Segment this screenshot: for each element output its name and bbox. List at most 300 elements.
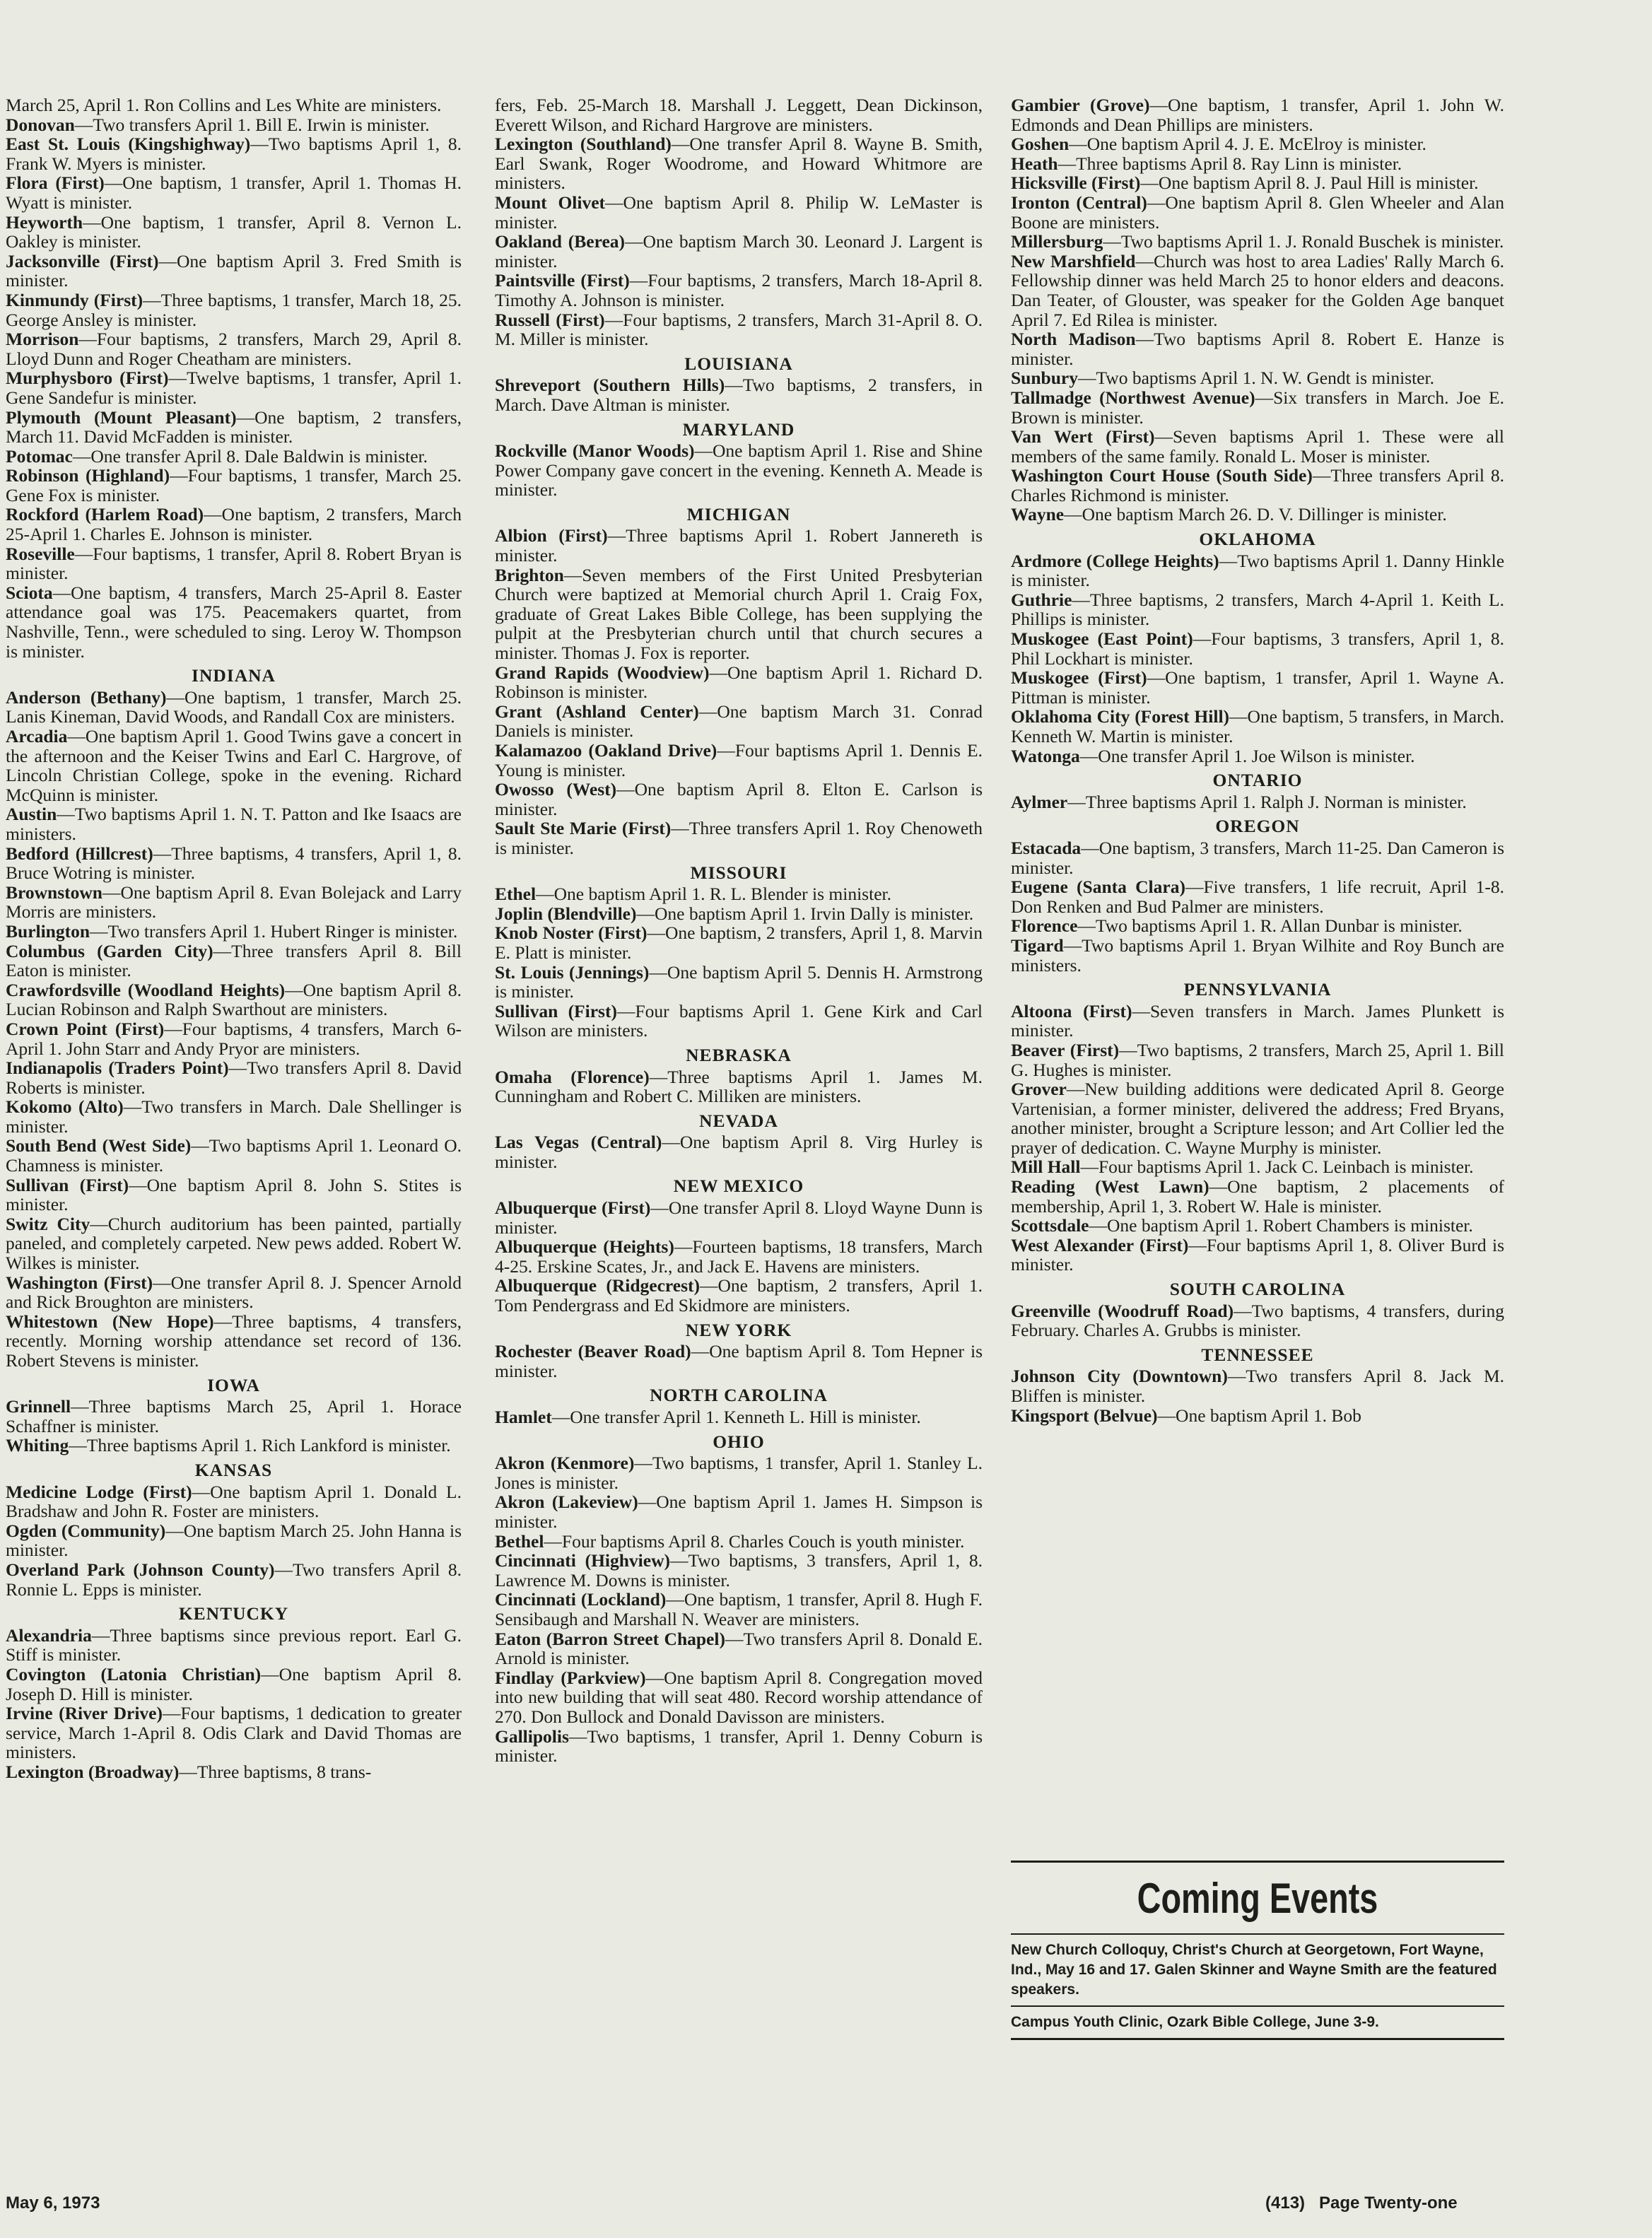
coming-events-box — [1011, 1861, 1504, 2040]
report-text: —One baptism April 1. Richard D. Robinson is minister. — [495, 662, 983, 703]
report-text: —Two baptisms, 2 transfers, March 25, April 1. Bill G. Hughes is minister. — [1011, 1039, 1504, 1080]
report-text: —One baptism April 1. Bob — [1157, 1405, 1361, 1426]
report-text: —Three baptisms, 4 transfers, recently. Morning worship attendance set record of 136. Robert Stevens is minister. — [6, 1311, 462, 1371]
church-name: Plymouth (Mount Pleasant) — [6, 406, 237, 428]
state-heading: OHIO — [713, 1431, 765, 1452]
church-report-entry — [495, 1002, 983, 1041]
church-name: Albuquerque (First) — [495, 1197, 651, 1219]
church-name: Akron (Kenmore) — [495, 1453, 635, 1474]
church-name: Grand Rapids (Woodview) — [495, 662, 710, 683]
church-report-entry — [1011, 232, 1504, 252]
report-text: —Four baptisms, 3 transfers, April 1, 8. Phil Lockhart is minister. — [1011, 628, 1505, 669]
state-heading: MARYLAND — [682, 418, 795, 440]
report-text: —Four baptisms, 2 transfers, March 18-April 8. Timothy A. Johnson is minister. — [495, 270, 983, 310]
church-name: Mill Hall — [1011, 1156, 1081, 1178]
report-text: —Six transfers in March. Joe E. Brown is minister. — [1011, 387, 1505, 428]
report-text: —Three baptisms, 8 trans- — [179, 1761, 372, 1782]
church-report-entry — [6, 1176, 462, 1214]
church-report-entry — [495, 232, 983, 271]
report-text: —Seven baptisms April 1. These were all members of the same family. Ronald L. Moser is minister. — [1011, 426, 1504, 467]
report-text: —One baptism April 8. John S. Stites is minister. — [6, 1174, 462, 1215]
church-name: Rochester (Beaver Road) — [495, 1341, 691, 1362]
church-report-entry — [6, 291, 462, 329]
report-text: —One baptism April 8. Philip W. LeMaster is minister. — [495, 192, 983, 233]
church-name: Muskogee (East Point) — [1011, 628, 1193, 650]
church-report-entry — [1011, 916, 1504, 936]
report-text: —Two baptisms April 8. Robert E. Hanze is minister. — [1011, 329, 1504, 369]
report-text: —Three baptisms April 8. Ray Linn is minister. — [1058, 153, 1402, 174]
church-name: Murphysboro (First) — [6, 368, 169, 389]
church-report-entry — [495, 310, 983, 349]
rule-bottom — [1011, 2038, 1504, 2040]
church-report-entry — [1011, 427, 1504, 466]
report-text: —Three baptisms April 1. Rich Lankford is minister. — [69, 1435, 451, 1456]
church-report-entry — [495, 819, 983, 857]
rule-mid — [1011, 1933, 1504, 1935]
report-text: —One baptism April 3. Fred Smith is minister. — [6, 250, 462, 291]
church-report-entry — [6, 844, 462, 883]
church-report-entry — [6, 688, 462, 727]
church-report-entry — [495, 1492, 983, 1531]
report-text: —Two baptisms April 1. Bryan Wilhite and Roy Bunch are ministers. — [1011, 935, 1504, 976]
report-text: —One baptism, 3 transfers, March 11-25. Dan Cameron is minister. — [1011, 837, 1504, 878]
report-text: —Two baptisms April 1, 8. Frank W. Myers is minister. — [6, 134, 462, 174]
report-text: —Two baptisms, 1 transfer, April 1. Denny Coburn is minister. — [495, 1726, 983, 1767]
church-report-entry — [1011, 1406, 1504, 1426]
church-name: Eaton (Barron Street Chapel) — [495, 1628, 725, 1649]
church-name: Eugene (Santa Clara) — [1011, 877, 1185, 898]
church-report-entry — [6, 1665, 462, 1704]
report-text: —Church auditorium has been painted, partially paneled, and completely carpeted. New pews added. Robert W. Wilkes is minister. — [6, 1213, 462, 1274]
church-report-entry — [6, 1214, 462, 1273]
church-report-entry — [495, 1668, 983, 1727]
church-report-entry — [495, 741, 983, 780]
report-text: —One baptism April 5. Dennis H. Armstrong is minister. — [495, 961, 983, 1002]
church-name: Jacksonville (First) — [6, 250, 159, 271]
report-text: —One baptism April 8. Elton E. Carlson is minister. — [495, 779, 983, 819]
report-text: —Fourteen baptisms, 18 transfers, March 4-25. Erskine Scates, Jr., and Jack E. Havens are ministers. — [495, 1236, 983, 1277]
report-text: —Two transfers April 8. Ronnie L. Epps is minister. — [6, 1559, 462, 1600]
report-text: —Three baptisms April 1. Robert Jannereth is minister. — [495, 525, 983, 566]
church-name: Indianapolis (Traders Point) — [6, 1058, 229, 1079]
church-report-entry — [495, 1727, 983, 1766]
event-item: Campus Youth Clinic, Ozark Bible College, June 3-9. — [1011, 2014, 1379, 2030]
church-name: Sunbury — [1011, 368, 1078, 389]
church-report-entry — [1011, 1079, 1504, 1157]
report-text: fers, Feb. 25-March 18. Marshall J. Leggett, Dean Dickinson, Everett Wilson, and Richard Hargrove are ministers. — [495, 95, 983, 135]
church-report-entry — [1011, 95, 1504, 134]
state-heading: KANSAS — [194, 1459, 273, 1480]
church-report-entry — [1011, 792, 1504, 812]
church-report-entry — [6, 115, 462, 135]
church-report-entry — [6, 1273, 462, 1312]
report-text: —Two baptisms, 1 transfer, April 1. Stanley L. Jones is minister. — [495, 1453, 983, 1493]
church-report-entry — [1011, 1236, 1504, 1275]
report-text: —Three baptisms April 1. James M. Cunningham and Robert C. Milliken are ministers. — [495, 1066, 983, 1107]
church-report-entry — [6, 1482, 462, 1521]
church-name: Crawfordsville (Woodland Heights) — [6, 979, 286, 1000]
church-report-entry — [495, 1067, 983, 1106]
church-report-entry — [495, 1590, 983, 1629]
church-report-entry — [6, 1626, 462, 1665]
church-report-entry — [495, 884, 983, 904]
report-text: —Twelve baptisms, 1 transfer, April 1. Gene Sandefur is minister. — [6, 368, 462, 408]
state-heading: MICHIGAN — [686, 503, 791, 525]
footer-date: May 6, 1973 — [6, 2193, 100, 2213]
state-heading: IOWA — [207, 1374, 260, 1395]
report-text: —One baptism April 8. Joseph D. Hill is minister. — [6, 1663, 462, 1704]
report-text: —Four baptisms April 1. Jack C. Leinbach is minister. — [1080, 1156, 1474, 1178]
church-name: Akron (Lakeview) — [495, 1492, 638, 1513]
report-text: —One baptism April 1. R. L. Blender is minister. — [536, 884, 891, 905]
report-text: —Four baptisms April 1. Gene Kirk and Carl Wilson are ministers. — [495, 1000, 983, 1041]
church-name: Grinnell — [6, 1396, 71, 1417]
church-report-entry — [6, 1397, 462, 1436]
church-name: Reading (West Lawn) — [1011, 1176, 1209, 1197]
report-text: —Two baptisms April 1. Leonard O. Chamness is minister. — [6, 1135, 462, 1176]
report-text: —Three baptisms April 1. Ralph J. Norman is minister. — [1067, 791, 1467, 812]
church-name: Omaha (Florence) — [495, 1066, 650, 1087]
church-report-entry — [495, 1551, 983, 1590]
church-report-entry — [495, 1453, 983, 1492]
church-report-entry — [1011, 1301, 1504, 1340]
report-text: —One baptism, 4 transfers, March 25-April 8. Easter attendance goal was 175. Peacemakers quartet, from Nashville, Tenn., were scheduled to sing. Leroy W. Thompson is minister. — [6, 582, 462, 662]
church-name: Rockville (Manor Woods) — [495, 440, 695, 462]
church-name: Albion (First) — [495, 525, 608, 546]
church-report-entry — [495, 663, 983, 702]
report-text: —One baptism, 2 transfers, March 11. David McFadden is minister. — [6, 406, 462, 447]
church-name: Ethel — [495, 884, 537, 905]
report-text: —Two transfers April 8. Donald E. Arnold is minister. — [495, 1628, 983, 1669]
church-name: Altoona (First) — [1011, 1000, 1132, 1021]
church-name: Owosso (West) — [495, 779, 617, 800]
church-name: Guthrie — [1011, 589, 1072, 610]
church-name: Brownstown — [6, 881, 102, 903]
church-report-entry — [1011, 629, 1504, 668]
church-name: Findlay (Parkview) — [495, 1667, 646, 1688]
church-name: Whiting — [6, 1435, 69, 1456]
report-text: —Two transfers April 8. David Roberts is minister. — [6, 1058, 462, 1098]
report-text: —Three baptisms, 2 transfers, March 4-April 1. Keith L. Phillips is minister. — [1011, 589, 1504, 630]
church-report-entry — [495, 780, 983, 819]
report-text: —One baptism April 8. Evan Bolejack and Larry Morris are ministers. — [6, 881, 462, 922]
report-text: —Three transfers April 1. Roy Chenoweth is minister. — [495, 818, 983, 858]
report-text: —Four baptisms April 1. Dennis E. Young is minister. — [495, 740, 983, 780]
church-report-entry — [1011, 746, 1504, 766]
report-text: —One baptism April 8. Tom Hepner is minister. — [495, 1341, 983, 1381]
report-text: —One baptism April 8. J. Paul Hill is minister. — [1140, 172, 1479, 194]
report-text: —Four baptisms April 8. Charles Couch is youth minister. — [544, 1530, 965, 1552]
church-report-entry — [1011, 466, 1504, 505]
church-report-entry — [1011, 936, 1504, 975]
church-name: Ironton (Central) — [1011, 192, 1147, 213]
church-name: Robinson (Highland) — [6, 465, 170, 486]
church-name: Kinmundy (First) — [6, 289, 143, 310]
church-name: Ardmore (College Heights) — [1011, 550, 1219, 571]
church-report-entry — [6, 134, 462, 173]
church-report-entry — [6, 447, 462, 467]
church-report-entry — [495, 526, 983, 565]
church-name: Bedford (Hillcrest) — [6, 843, 153, 864]
church-report-entry — [495, 1198, 983, 1237]
state-heading: LOUISIANA — [684, 353, 793, 374]
church-name: Whitestown (New Hope) — [6, 1311, 214, 1332]
report-text: —One baptism, 1 transfer, April 1. John W. Edmonds and Dean Phillips are ministers. — [1011, 95, 1505, 135]
church-name: Millersburg — [1011, 231, 1103, 252]
church-name: New Marshfield — [1011, 250, 1136, 271]
church-name: Albuquerque (Heights) — [495, 1236, 674, 1258]
column-2 — [495, 95, 983, 1766]
church-name: Potomac — [6, 445, 73, 467]
church-report-entry — [495, 1342, 983, 1381]
church-report-entry — [1011, 329, 1504, 368]
church-report-entry — [495, 1132, 983, 1171]
church-report-entry — [1011, 551, 1504, 590]
church-name: Grover — [1011, 1079, 1067, 1100]
church-name: Switz City — [6, 1213, 90, 1234]
report-text: —Four baptisms April 1, 8. Oliver Burd is minister. — [1011, 1234, 1505, 1275]
report-text: —One transfer April 8. Dale Baldwin is minister. — [72, 445, 428, 467]
report-text: —Two baptisms, 2 transfers, in March. Dave Altman is minister. — [495, 375, 983, 415]
church-report-entry — [1011, 173, 1504, 193]
church-name: Cincinnati (Highview) — [495, 1550, 670, 1571]
church-name: Gambier (Grove) — [1011, 95, 1150, 115]
church-name: Kalamazoo (Oakland Drive) — [495, 740, 717, 761]
church-name: Kingsport (Belvue) — [1011, 1405, 1158, 1426]
report-text: —Three baptisms, 4 transfers, April 1, 8. Bruce Wotring is minister. — [6, 843, 462, 884]
church-name: Morrison — [6, 329, 79, 350]
report-text: —One transfer April 8. Lloyd Wayne Dunn is minister. — [495, 1197, 983, 1238]
rule-mid-2 — [1011, 2005, 1504, 2007]
church-name: Florence — [1011, 915, 1078, 937]
report-text: —Two baptisms April 1. N. W. Gendt is minister. — [1077, 368, 1434, 389]
church-name: Shreveport (Southern Hills) — [495, 375, 725, 396]
church-name: Covington (Latonia Christian) — [6, 1663, 262, 1685]
church-name: Ogden (Community) — [6, 1520, 166, 1541]
church-report-entry — [1011, 368, 1504, 388]
report-text: —Two baptisms April 1. J. Ronald Buschek is minister. — [1103, 231, 1504, 252]
church-report-entry — [495, 1237, 983, 1276]
church-name: Watonga — [1011, 745, 1080, 766]
church-report-entry — [6, 1312, 462, 1371]
church-report-entry — [6, 173, 462, 212]
church-report-entry — [6, 252, 462, 291]
church-report-entry — [1011, 590, 1504, 629]
church-name: Lexington (Broadway) — [6, 1761, 180, 1782]
state-heading: PENNSYLVANIA — [1183, 979, 1332, 1000]
report-text: —One transfer April 8. J. Spencer Arnold and Rick Broughton are ministers. — [6, 1272, 462, 1313]
church-name: Beaver (First) — [1011, 1039, 1120, 1060]
church-report-entry — [6, 1136, 462, 1175]
report-text: —One baptism, 2 placements of membership, April 1, 3. Robert W. Hale is minister. — [1011, 1176, 1504, 1217]
church-report-entry — [6, 1560, 462, 1599]
report-text: —Four baptisms, 1 transfer, April 8. Robert Bryan is minister. — [6, 543, 462, 584]
church-name: Van Wert (First) — [1011, 426, 1155, 447]
church-report-entry — [495, 702, 983, 741]
church-report-entry — [6, 213, 462, 252]
report-text: —Five transfers, 1 life recruit, April 1-8. Don Renken and Bud Palmer are ministers. — [1011, 877, 1504, 917]
report-text: —Seven members of the First United Presbyterian Church were baptized at Memorial church April 1. Craig Fox, graduate of Great Lakes Bible College, has been supplying the pulpit at the Presbyterian church until that church secures a minister. Thomas J. Fox is reporter. — [495, 564, 983, 664]
church-name: Flora (First) — [6, 172, 105, 194]
church-name: Oakland (Berea) — [495, 231, 626, 252]
church-name: South Bend (West Side) — [6, 1135, 192, 1156]
report-text: —One baptism, 1 transfer, April 1. Wayne A. Pittman is minister. — [1011, 667, 1504, 708]
church-name: Mount Olivet — [495, 192, 606, 213]
report-text: —One baptism April 1. Rise and Shine Power Company gave concert in the evening. Kenneth A. Meade is minister. — [495, 440, 983, 500]
church-name: Russell (First) — [495, 309, 605, 330]
state-heading: KENTUCKY — [178, 1603, 289, 1624]
church-report-entry — [1011, 252, 1504, 329]
church-report-entry — [495, 923, 983, 962]
state-heading: NEW MEXICO — [673, 1176, 804, 1197]
report-text: —One baptism April 8. Congregation moved into new building that will seat 480. Record worship attendance of 270. Don Bullock and Donald Davisson are ministers. — [495, 1667, 983, 1727]
church-report-entry — [6, 505, 462, 544]
church-report-entry — [6, 1521, 462, 1560]
report-text: —Church was host to area Ladies' Rally March 6. Fellowship dinner was held March 25 to honor elders and deacons. Dan Teater, of Glouster, was speaker for the Golden Age banquet April 7. Ed Rilea is minister. — [1011, 250, 1504, 330]
report-text: —One baptism, 1 transfer, April 8. Hugh F. Sensibaugh and Marshall N. Weaver are ministers. — [495, 1589, 983, 1629]
coming-events-title: Coming Events — [1137, 1875, 1378, 1922]
report-text: —Two transfers in March. Dale Shellinger is minister. — [6, 1096, 462, 1137]
church-name: Wayne — [1011, 504, 1065, 525]
church-report-entry — [6, 544, 462, 583]
report-text: —One baptism, 5 transfers, in March. Kenneth W. Martin is minister. — [1011, 706, 1504, 746]
report-text: —Seven transfers in March. James Plunkett is minister. — [1011, 1000, 1504, 1041]
church-name: Donovan — [6, 114, 75, 135]
church-report-entry — [1011, 505, 1504, 525]
church-report-entry — [1011, 877, 1504, 916]
church-report-entry — [495, 1407, 983, 1427]
church-name: Oklahoma City (Forest Hill) — [1011, 706, 1230, 727]
church-name: Albuquerque (Ridgecrest) — [495, 1275, 701, 1296]
report-text: —One baptism March 25. John Hanna is minister. — [6, 1520, 462, 1561]
church-report-entry — [495, 95, 983, 134]
report-text: —Two transfers April 1. Hubert Ringer is minister. — [90, 920, 458, 942]
report-text: —One transfer April 8. Wayne B. Smith, Earl Swank, Roger Woodrome, and Howard Whitmore are ministers. — [495, 134, 983, 194]
church-name: Kokomo (Alto) — [6, 1096, 124, 1118]
church-report-entry — [6, 95, 462, 115]
church-report-entry — [1011, 707, 1504, 746]
state-heading: ONTARIO — [1212, 770, 1303, 791]
report-text: —Three baptisms since previous report. Earl G. Stiff is minister. — [6, 1624, 462, 1665]
church-report-entry — [6, 727, 462, 804]
church-report-entry — [6, 1704, 462, 1762]
report-text: —One baptism, 2 transfers, March 25-April 1. Charles E. Johnson is minister. — [6, 504, 462, 545]
church-name: Burlington — [6, 920, 90, 942]
church-report-entry — [1011, 668, 1504, 707]
report-text: —Four baptisms, 2 transfers, March 29, April 8. Lloyd Dunn and Roger Cheatham are ministers. — [6, 329, 462, 369]
church-report-entry — [6, 1762, 462, 1782]
church-name: Medicine Lodge (First) — [6, 1481, 192, 1502]
church-report-entry — [6, 408, 462, 447]
report-text: —Three baptisms March 25, April 1. Horace Schaffner is minister. — [6, 1396, 462, 1436]
church-report-entry — [6, 980, 462, 1019]
church-report-entry — [1011, 1177, 1504, 1216]
church-name: Washington (First) — [6, 1272, 153, 1293]
church-name: Johnson City (Downtown) — [1011, 1366, 1228, 1387]
report-text: —Three baptisms, 1 transfer, March 18, 25. George Ansley is minister. — [6, 289, 462, 330]
report-text: —Four baptisms, 1 transfer, March 25. Gene Fox is minister. — [6, 465, 462, 505]
report-text: —One baptism March 26. D. V. Dillinger is minister. — [1064, 504, 1447, 525]
state-heading: TENNESSEE — [1201, 1344, 1314, 1365]
church-name: Bethel — [495, 1530, 544, 1552]
church-name: Alexandria — [6, 1624, 92, 1646]
church-report-entry — [6, 883, 462, 922]
report-text: —Four baptisms, 4 transfers, March 6-April 1. John Starr and Andy Pryor are ministers. — [6, 1018, 462, 1059]
report-text: —New building additions were dedicated April 8. George Vartenisian, a former minister, delivered the address; Fred Bryans, another minister, brought a Scripture lesson; and Art Collier led the prayer of dedication. C. Wayne Murphy is minister. — [1011, 1079, 1504, 1158]
report-text: —One baptism, 1 transfer, April 1. Thomas H. Wyatt is minister. — [6, 172, 462, 213]
report-text: —One baptism, 2 transfers, April 1, 8. Marvin E. Platt is minister. — [495, 922, 983, 963]
church-name: Hicksville (First) — [1011, 172, 1141, 194]
church-report-entry — [6, 1019, 462, 1058]
report-text: —Two baptisms, 3 transfers, April 1, 8. Lawrence M. Downs is minister. — [495, 1550, 983, 1590]
church-name: Las Vegas (Central) — [495, 1132, 662, 1153]
church-report-entry — [6, 466, 462, 505]
report-text: —One baptism April 1. Robert Chambers is minister. — [1089, 1215, 1473, 1236]
report-text: —One baptism, 2 transfers, April 1. Tom Pendergrass and Ed Skidmore are ministers. — [495, 1275, 983, 1316]
column-3 — [1011, 95, 1504, 1425]
church-report-entry — [495, 441, 983, 500]
report-text: —One baptism April 8. Lucian Robinson and Ralph Swarthout are ministers. — [6, 979, 462, 1020]
state-heading: NEBRASKA — [686, 1044, 792, 1065]
church-report-entry — [1011, 154, 1504, 174]
church-name: Lexington (Southland) — [495, 134, 672, 155]
church-name: Scottsdale — [1011, 1215, 1089, 1236]
report-text: —Two baptisms, 4 transfers, during February. Charles A. Grubbs is minister. — [1011, 1300, 1504, 1341]
report-text: —Three transfers April 8. Charles Richmond is minister. — [1011, 465, 1504, 505]
church-report-entry — [495, 566, 983, 663]
church-name: Crown Point (First) — [6, 1018, 165, 1039]
church-report-entry — [495, 904, 983, 924]
church-name: Rockford (Harlem Road) — [6, 504, 204, 525]
church-name: Heath — [1011, 153, 1058, 174]
church-report-entry — [495, 1629, 983, 1668]
church-report-entry — [1011, 134, 1504, 154]
church-name: Knob Noster (First) — [495, 922, 648, 944]
church-report-entry — [1011, 1002, 1504, 1041]
church-report-entry — [6, 1097, 462, 1136]
state-heading: MISSOURI — [690, 862, 787, 883]
church-name: St. Louis (Jennings) — [495, 961, 650, 983]
church-name: Joplin (Blendville) — [495, 903, 637, 924]
church-name: Arcadia — [6, 726, 68, 746]
church-name: Overland Park (Johnson County) — [6, 1559, 275, 1580]
report-text: —One baptism April 1. Donald L. Bradshaw and John R. Foster are ministers. — [6, 1481, 462, 1522]
state-heading: NEW YORK — [685, 1319, 792, 1340]
church-report-entry — [1011, 193, 1504, 232]
state-heading: SOUTH CAROLINA — [1169, 1279, 1346, 1300]
report-text: —One baptism March 30. Leonard J. Largent is minister. — [495, 231, 983, 271]
church-report-entry — [495, 963, 983, 1002]
report-text: —One baptism March 31. Conrad Daniels is minister. — [495, 701, 983, 742]
church-name: Tallmadge (Northwest Avenue) — [1011, 387, 1255, 408]
church-name: Estacada — [1011, 837, 1082, 858]
report-text: —One transfer April 1. Kenneth L. Hill is minister. — [551, 1407, 921, 1427]
footer-page-number: (413) Page Twenty-one — [1265, 2193, 1458, 2213]
report-text: March 25, April 1. Ron Collins and Les White are ministers. — [6, 95, 442, 115]
church-report-entry — [1011, 1041, 1504, 1079]
church-report-entry — [495, 134, 983, 193]
report-text: —One baptism, 1 transfer, March 25. Lanis Kineman, David Woods, and Randall Cox are ministers. — [6, 686, 462, 727]
church-report-entry — [6, 1436, 462, 1455]
church-report-entry — [6, 942, 462, 980]
report-text: —Two transfers April 8. Jack M. Bliffen is minister. — [1011, 1366, 1504, 1406]
church-name: Paintsville (First) — [495, 270, 630, 291]
church-report-entry — [495, 1532, 983, 1552]
church-name: Irvine (River Drive) — [6, 1703, 163, 1724]
church-name: Aylmer — [1011, 791, 1068, 812]
church-name: West Alexander (First) — [1011, 1234, 1189, 1255]
church-name: Goshen — [1011, 134, 1070, 155]
